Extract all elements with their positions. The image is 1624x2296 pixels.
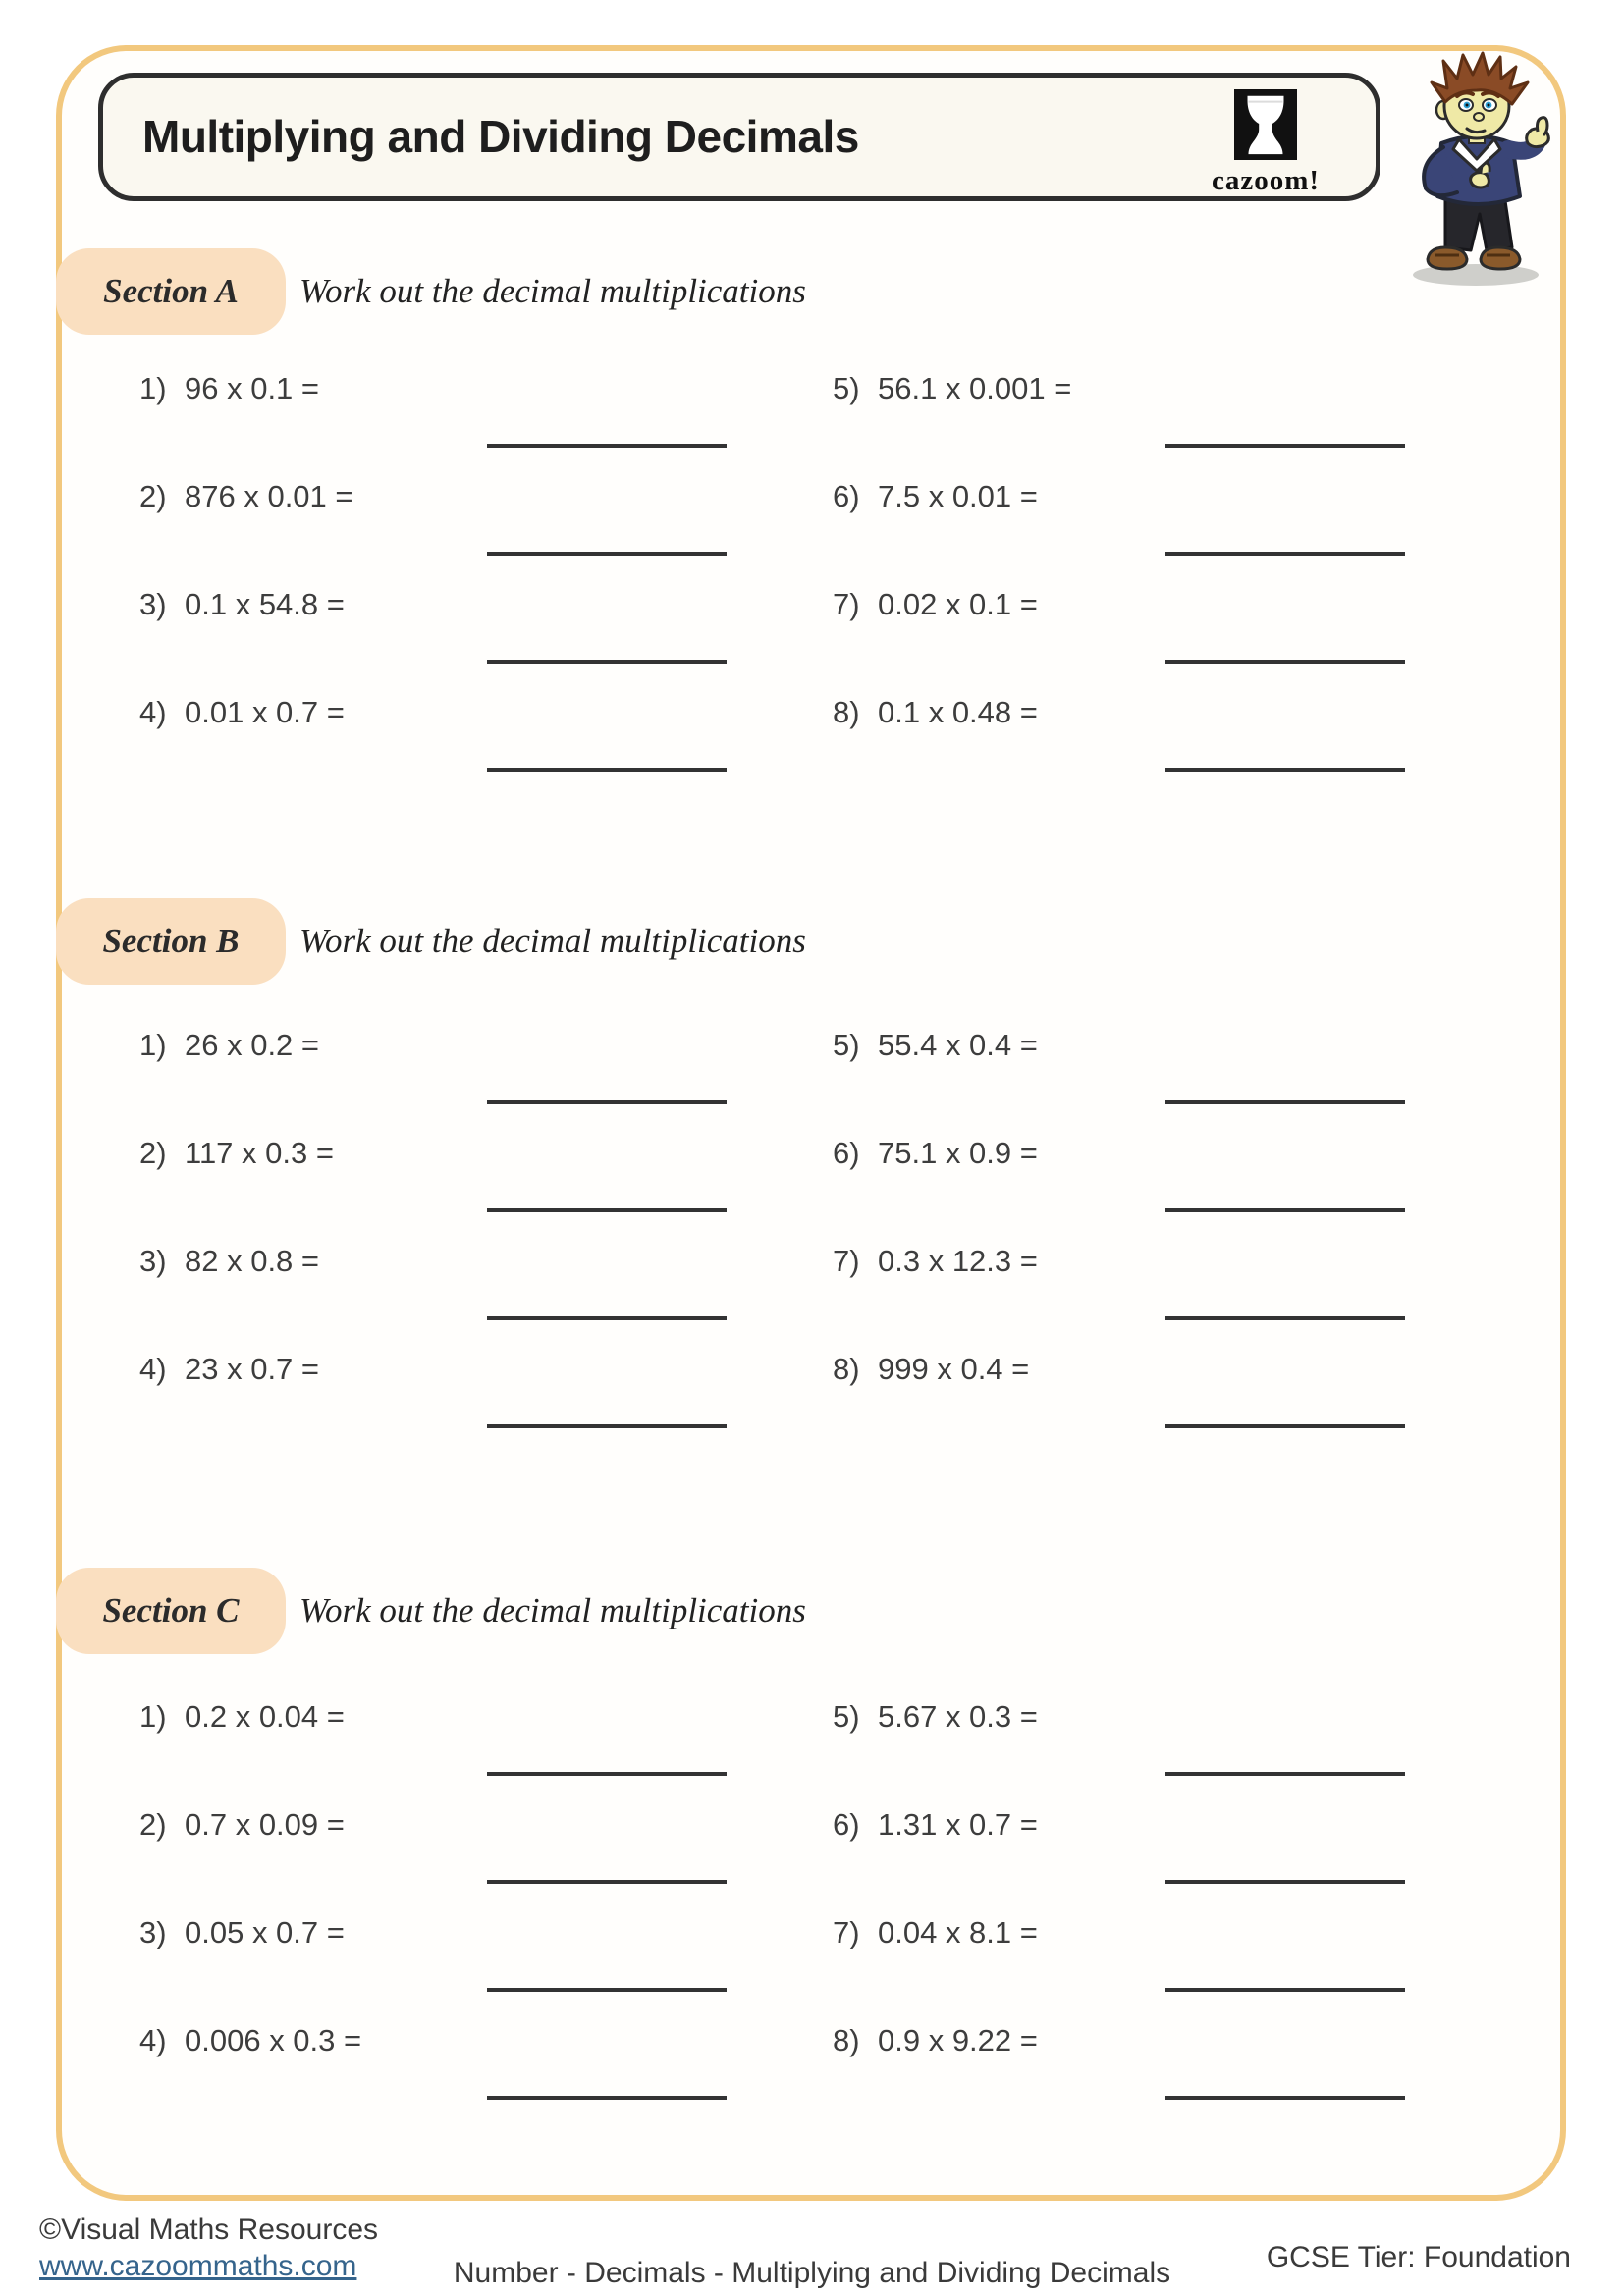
logo-wordmark: cazoom!: [1211, 165, 1321, 196]
problem-expression: 26 x 0.2 =: [185, 1028, 320, 1062]
answer-line: [1165, 444, 1405, 448]
title-bar: [98, 73, 1380, 201]
answer-line: [1165, 660, 1405, 664]
answer-line: [487, 2096, 727, 2100]
problem-item: [139, 1915, 345, 1950]
problem-number: 7): [833, 587, 860, 621]
section-b-label: Section B: [56, 898, 286, 985]
problem-number: 6): [833, 479, 860, 513]
problem-number: 3): [139, 1915, 167, 1949]
problem-item: [833, 1915, 1038, 1950]
problem-expression: 82 x 0.8 =: [185, 1244, 320, 1278]
problem-item: [139, 695, 345, 730]
answer-line: [1165, 1772, 1405, 1776]
problem-item: [139, 587, 345, 622]
problem-number: 7): [833, 1244, 860, 1278]
problem-item: [833, 1244, 1038, 1279]
problem-number: 7): [833, 1915, 860, 1949]
problem-expression: 0.05 x 0.7 =: [185, 1915, 345, 1949]
mascot-boy-thumbs-up: [1382, 49, 1573, 294]
answer-line: [487, 552, 727, 556]
problem-expression: 0.9 x 9.22 =: [878, 2023, 1038, 2057]
problem-number: 6): [833, 1136, 860, 1170]
problem-number: 6): [833, 1807, 860, 1842]
problem-expression: 55.4 x 0.4 =: [878, 1028, 1038, 1062]
answer-line: [487, 444, 727, 448]
answer-line: [1165, 1316, 1405, 1320]
problem-item: [139, 1244, 319, 1279]
answer-line: [1165, 1988, 1405, 1992]
problem-expression: 876 x 0.01 =: [185, 479, 353, 513]
problem-item: [833, 1699, 1038, 1735]
problem-expression: 0.7 x 0.09 =: [185, 1807, 345, 1842]
problem-expression: 56.1 x 0.001 =: [878, 371, 1072, 405]
problem-number: 2): [139, 1136, 167, 1170]
problem-item: [139, 479, 353, 514]
problem-expression: 0.02 x 0.1 =: [878, 587, 1038, 621]
answer-line: [487, 1988, 727, 1992]
answer-line: [487, 1880, 727, 1884]
answer-line: [487, 1100, 727, 1104]
answer-line: [1165, 768, 1405, 772]
problem-item: [139, 371, 319, 406]
problem-item: [833, 695, 1038, 730]
problem-item: [833, 1028, 1038, 1063]
problem-expression: 7.5 x 0.01 =: [878, 479, 1038, 513]
problem-expression: 117 x 0.3 =: [185, 1136, 334, 1170]
problem-expression: 0.3 x 12.3 =: [878, 1244, 1038, 1278]
answer-line: [1165, 552, 1405, 556]
problem-number: 3): [139, 1244, 167, 1278]
problem-number: 1): [139, 1028, 167, 1062]
problem-number: 3): [139, 587, 167, 621]
problem-number: 1): [139, 1699, 167, 1734]
problem-item: [833, 479, 1038, 514]
problem-item: [139, 2023, 361, 2058]
answer-line: [487, 768, 727, 772]
answer-line: [487, 1772, 727, 1776]
problem-expression: 0.2 x 0.04 =: [185, 1699, 345, 1734]
problem-expression: 0.04 x 8.1 =: [878, 1915, 1038, 1949]
answer-line: [1165, 2096, 1405, 2100]
problem-item: [139, 1807, 345, 1842]
page-border-frame: [56, 45, 1566, 2201]
problem-expression: 75.1 x 0.9 =: [878, 1136, 1038, 1170]
answer-line: [1165, 1208, 1405, 1212]
footer-website-link[interactable]: www.cazoommaths.com: [39, 2250, 357, 2282]
problem-expression: 0.006 x 0.3 =: [185, 2023, 362, 2057]
problem-number: 2): [139, 479, 167, 513]
problem-number: 8): [833, 1352, 860, 1386]
answer-line: [487, 1316, 727, 1320]
answer-line: [1165, 1424, 1405, 1428]
problem-expression: 5.67 x 0.3 =: [878, 1699, 1038, 1734]
problem-item: [139, 1136, 334, 1171]
footer-copyright: ©Visual Maths Resources: [39, 2214, 379, 2246]
problem-number: 5): [833, 1699, 860, 1734]
section-b-instruction: Work out the decimal multiplications: [299, 922, 806, 960]
djembe-drum-icon: [1234, 89, 1297, 160]
section-c-label: Section C: [56, 1568, 286, 1654]
problem-expression: 0.1 x 54.8 =: [185, 587, 345, 621]
problem-item: [833, 587, 1038, 622]
problem-number: 2): [139, 1807, 167, 1842]
section-a-instruction: Work out the decimal multiplications: [299, 272, 806, 310]
answer-line: [487, 1208, 727, 1212]
footer-breadcrumb: Number - Decimals - Multiplying and Dividing Decimals: [453, 2257, 1171, 2289]
cazoom-logo: [1201, 89, 1330, 197]
problem-item: [139, 1352, 319, 1387]
problem-number: 8): [833, 2023, 860, 2057]
problem-number: 8): [833, 695, 860, 729]
problem-number: 4): [139, 2023, 167, 2057]
problem-expression: 1.31 x 0.7 =: [878, 1807, 1038, 1842]
problem-expression: 23 x 0.7 =: [185, 1352, 320, 1386]
answer-line: [1165, 1880, 1405, 1884]
problem-number: 5): [833, 371, 860, 405]
problem-item: [833, 1807, 1038, 1842]
section-a-label: Section A: [56, 248, 286, 335]
problem-item: [139, 1028, 319, 1063]
problem-item: [833, 2023, 1038, 2058]
problem-item: [139, 1699, 345, 1735]
problem-item: [833, 1352, 1029, 1387]
answer-line: [1165, 1100, 1405, 1104]
problem-number: 4): [139, 1352, 167, 1386]
page-title: Multiplying and Dividing Decimals: [142, 110, 859, 162]
problem-expression: 999 x 0.4 =: [878, 1352, 1030, 1386]
problem-expression: 0.01 x 0.7 =: [185, 695, 345, 729]
problem-number: 1): [139, 371, 167, 405]
problem-number: 5): [833, 1028, 860, 1062]
footer-tier-label: GCSE Tier: Foundation: [1266, 2241, 1571, 2273]
problem-item: [833, 1136, 1038, 1171]
answer-line: [487, 1424, 727, 1428]
section-c-instruction: Work out the decimal multiplications: [299, 1591, 806, 1629]
answer-line: [487, 660, 727, 664]
problem-number: 4): [139, 695, 167, 729]
problem-item: [833, 371, 1071, 406]
problem-expression: 96 x 0.1 =: [185, 371, 320, 405]
problem-expression: 0.1 x 0.48 =: [878, 695, 1038, 729]
